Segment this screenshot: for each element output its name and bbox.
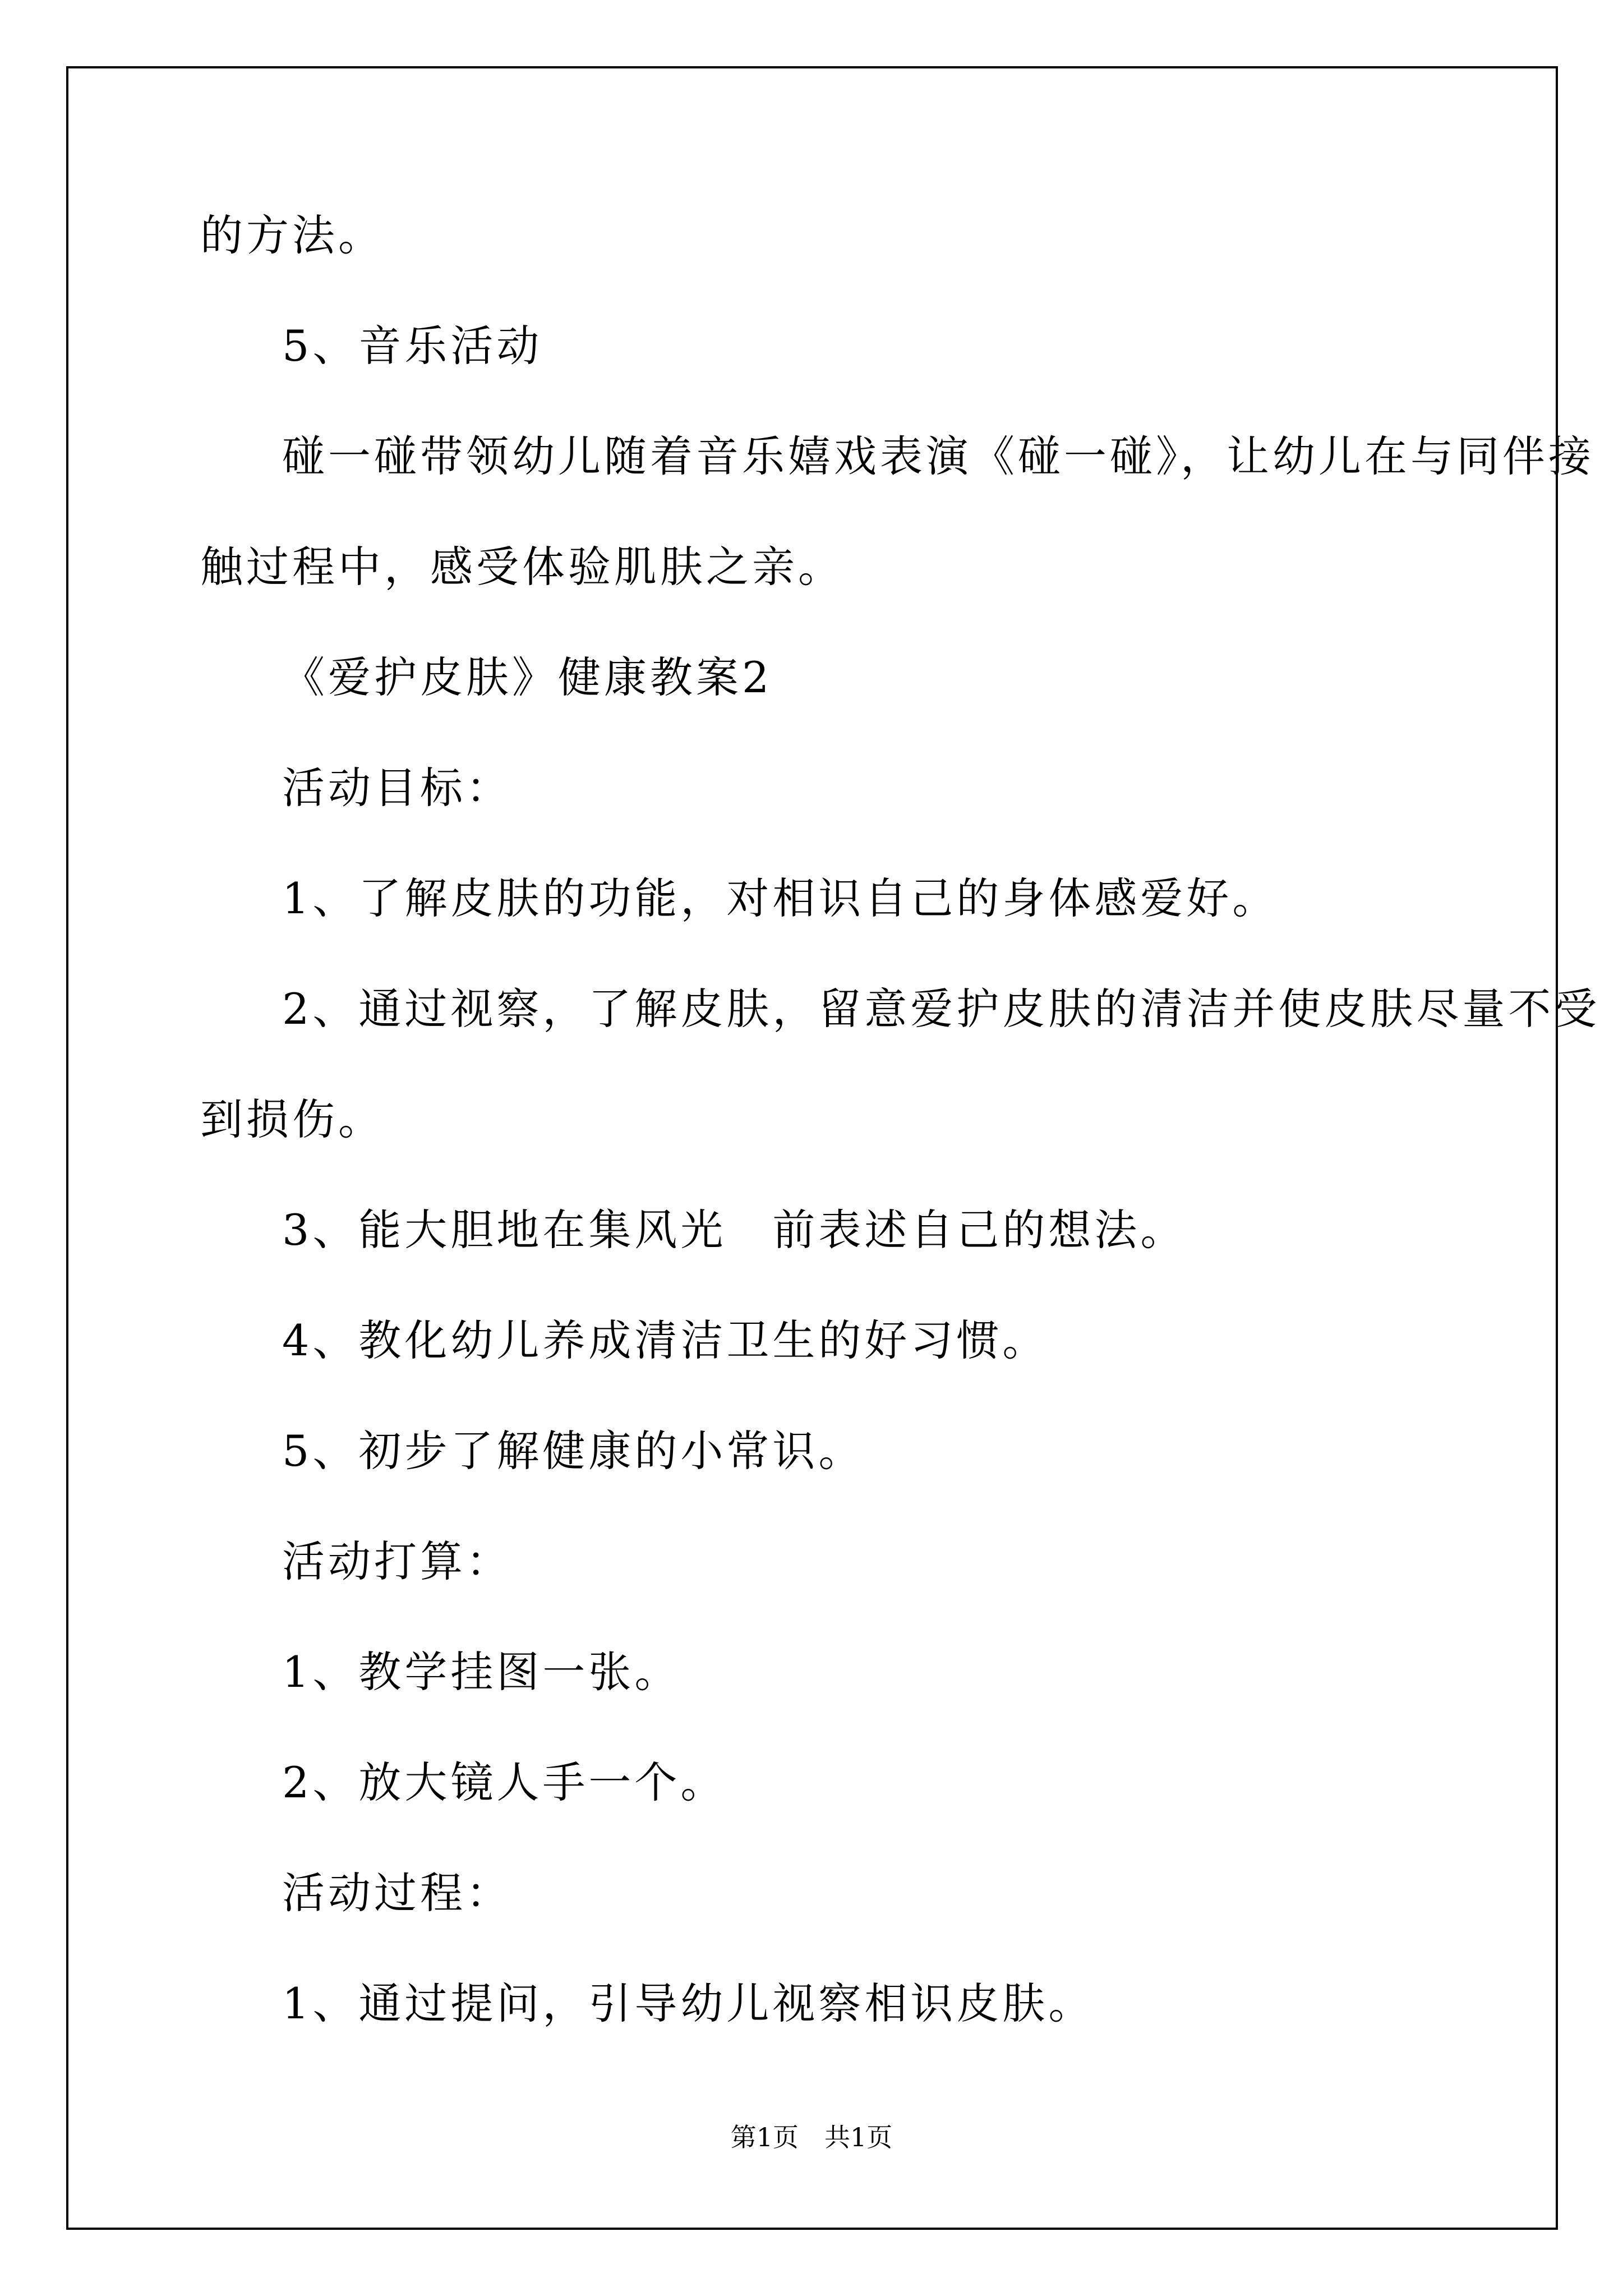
page-number-footer: 第1页 共1页 bbox=[730, 2122, 893, 2152]
heading-activity-goals: 活动目标： bbox=[282, 763, 512, 813]
text-line: 的方法。 bbox=[200, 210, 384, 260]
list-item: 1、通过提问，引导幼儿视察相识皮肤。 bbox=[282, 1978, 1095, 2028]
section-title: 《爱护皮肤》健康教案2 bbox=[282, 652, 773, 702]
list-item: 4、教化幼儿养成清洁卫生的好习惯。 bbox=[282, 1315, 1049, 1365]
list-item: 5、初步了解健康的小常识。 bbox=[282, 1426, 865, 1476]
list-item: 2、通过视察，了解皮肤，留意爱护皮肤的清洁并使皮肤尽量不受 bbox=[282, 984, 1601, 1034]
heading-activity-preparation: 活动打算： bbox=[282, 1536, 512, 1586]
list-item: 2、放大镜人手一个。 bbox=[282, 1757, 727, 1807]
text-line: 触过程中，感受体验肌肤之亲。 bbox=[200, 542, 844, 592]
list-item: 1、了解皮肤的功能，对相识自己的身体感爱好。 bbox=[282, 873, 1279, 923]
text-line: 碰一碰带领幼儿随着音乐嬉戏表演《碰一碰》，让幼儿在与同伴接 bbox=[282, 431, 1594, 481]
list-item: 1、教学挂图一张。 bbox=[282, 1647, 681, 1697]
list-item: 3、能大胆地在集风光 前表述自己的想法。 bbox=[282, 1205, 1187, 1255]
heading-activity-process: 活动过程： bbox=[282, 1868, 512, 1918]
text-line: 到损伤。 bbox=[200, 1094, 384, 1144]
heading-music-activity: 5、音乐活动 bbox=[282, 321, 543, 371]
